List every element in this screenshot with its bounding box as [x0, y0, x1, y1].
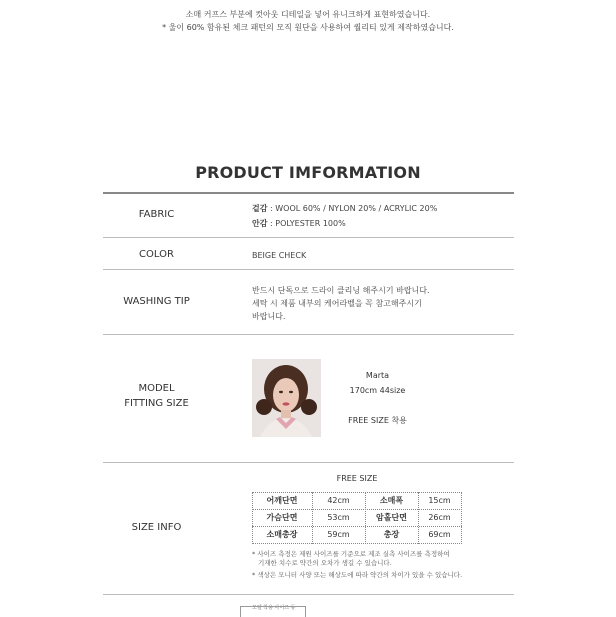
size-note-2: * 색상은 모니터 사양 또는 해상도에 따라 약간의 차이가 있을 수 있습니다.	[252, 571, 463, 579]
size-cell: 총장	[383, 530, 400, 539]
size-cell: 26cm	[428, 513, 451, 522]
size-cell: 어깨단면	[266, 496, 298, 505]
fabric-inner-key: 안감	[252, 219, 268, 228]
size-note-1: * 사이즈 측정은 제원 사이즈를 기준으로 제조 실측 사이즈를 측정하여	[252, 550, 450, 558]
washing-label: WASHING TIP	[123, 296, 190, 307]
size-note-1b: 기재한 치수로 약간의 오차가 생길 수 있습니다.	[258, 559, 392, 567]
size-cell: 소매총장	[266, 530, 298, 539]
washing-line-1: 반드시 단독으로 드라이 클리닝 해주시기 바랍니다.	[252, 286, 430, 295]
intro-line-2: * 울이 60% 함유된 체크 패턴의 모직 원단을 사용하여 퀄리티 있게 제작하였습니다.	[162, 23, 454, 32]
fabric-inner	[252, 217, 346, 230]
size-cell: 69cm	[428, 530, 451, 539]
table-divider	[103, 269, 514, 270]
color-value: BEIGE CHECK	[252, 251, 307, 260]
washing-line-3: 바랍니다.	[252, 312, 286, 321]
size-cell: 59cm	[327, 530, 350, 539]
size-title: FREE SIZE	[336, 474, 378, 483]
model-photo	[252, 359, 321, 437]
size-cell: 42cm	[327, 496, 350, 505]
table-divider	[103, 237, 514, 238]
bottom-box	[240, 606, 306, 617]
size-cell: 암홀단면	[376, 513, 407, 522]
model-name: Marta	[365, 371, 390, 380]
table-top-rule	[103, 192, 514, 194]
size-table-line	[461, 492, 462, 544]
model-label-2: FITTING SIZE	[124, 398, 189, 409]
size-cell: 53cm	[327, 513, 350, 522]
washing-line-2: 세탁 시 제품 내부의 케어라벨을 꼭 참고해주시기	[252, 299, 422, 308]
size-cell: 소매폭	[379, 496, 404, 505]
model-fit: FREE SIZE 착용	[348, 416, 407, 425]
size-label: SIZE INFO	[131, 522, 182, 533]
page-title: PRODUCT IMFORMATION	[195, 163, 421, 182]
fabric-label: FABRIC	[138, 209, 175, 220]
model-label-1: MODEL	[138, 383, 175, 394]
size-table-line	[252, 543, 462, 544]
table-divider	[103, 594, 514, 595]
size-table	[252, 492, 462, 544]
bottom-label: 모델 착용 사이즈 등	[252, 605, 296, 611]
model-spec: 170cm 44size	[349, 386, 406, 395]
fabric-outer-key: 겉감	[252, 204, 268, 213]
fabric-inner-value: : POLYESTER 100%	[267, 219, 346, 228]
intro-line-1: 소매 커프스 부분에 컷아웃 디테일을 넣어 유니크하게 표현하였습니다.	[185, 10, 431, 19]
table-divider	[103, 334, 514, 335]
fabric-outer-value: : WOOL 60% / NYLON 20% / ACRYLIC 20%	[267, 204, 438, 213]
size-cell: 15cm	[428, 496, 451, 505]
color-label: COLOR	[139, 249, 174, 260]
size-cell: 가슴단면	[266, 513, 298, 522]
fabric-outer	[252, 202, 437, 215]
table-divider	[103, 462, 514, 463]
